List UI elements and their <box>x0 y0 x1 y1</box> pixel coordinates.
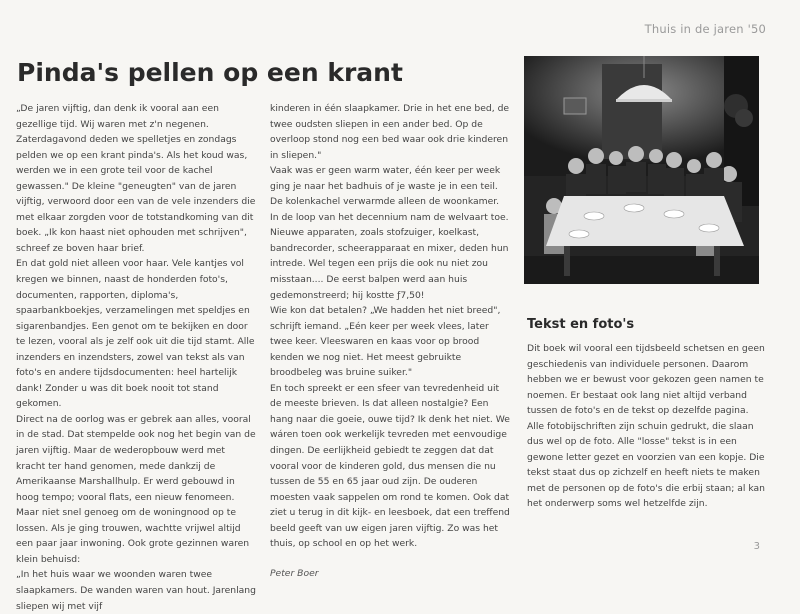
family-dinner-photo-illustration <box>524 56 759 284</box>
paragraph: Direct na de oorlog was er gebrek aan alles, vooral in de stad. Dat stempelde ook nog het begin van de jaren vijftig. Maar de wederopbouw werd met kracht ter hand genomen, mede dankzij de Amerikaanse Marshallhulp. Er werd gebouwd in hoog tempo; vooral flats, een nieuw fenomeen. Maar niet snel genoeg om de woningnood op te lossen. Als je ging trouwen, wachtte vrijwel altijd een paar jaar inwoning. Ook grote gezinnen waren klein behuisd: <box>16 413 256 565</box>
paragraph: Wie kon dat betalen? „We hadden het niet breed", schrijft iemand. „Eén keer per week vlees, later twee keer. Vleeswaren en kaas voor op brood kenden we nog niet. Het meest gebruikte broodbeleg was bruine suiker." <box>270 305 501 379</box>
paragraph: „In het huis waar we woonden waren twee slaapkamers. De wanden waren van hout. Jarenlang sliepen wij met vijf <box>16 569 256 612</box>
family-dinner-photo <box>524 56 759 284</box>
paragraph: kinderen in één slaapkamer. Drie in het ene bed, de twee oudsten sliepen in een ander bed. Op de overloop stond nog een bed waar ook drie kinderen in sliepen." <box>270 103 510 161</box>
page-number: 3 <box>753 541 760 552</box>
running-header: Thuis in de jaren '50 <box>644 22 766 36</box>
article-title: Pinda's pellen op een krant <box>17 58 403 87</box>
paragraph: En dat gold niet alleen voor haar. Vele kantjes vol kregen we binnen, naast de honderden foto's, documenten, rapporten, diploma's, spaarbankboekjes, verzamelingen met speldjes en sigarenbandjes. Een genot om te bekijken en door te lezen, vooral als je zelf ook uit die tijd stamt. Alle inzenders en inzendsters, zowel van tekst als van foto's en andere tijdsdocumenten: heel hartelijk dank! Zonder u was dit boek nooit tot stand gekomen. <box>16 258 255 410</box>
sidebar-body: Dit boek wil vooral een tijdsbeeld schetsen en geen geschiedenis van individuele personen. Daarom hebben we er bewust voor gekozen geen namen te noemen. Er bestaat ook lang niet altijd verband tussen de foto's en de tekst op dezelfde pagina. Alle fotobijschriften zijn schuin gedrukt, die slaan dus wel op de foto. Alle "losse" tekst is in een gewone letter gezet en voorzien van een kopje. Die tekst staat dus op zichzelf en heeft niets te maken met de personen op de foto's die erbij staan; al kan het onderwerp soms wel hetzelfde zijn. <box>527 343 765 510</box>
article-column-1 <box>16 101 256 614</box>
sidebar-title: Tekst en foto's <box>527 317 635 332</box>
paragraph: In de loop van het decennium nam de welvaart toe. Nieuwe apparaten, zoals stofzuiger, koelkast, bandrecorder, scheerapparaat en mixer, deden hun intrede. Wel tegen een prijs die ook nu niet zou misstaan.... De eerst balpen werd aan huis gedemonstreerd; hij kostte ƒ7,50! <box>270 211 509 301</box>
paragraph: „De jaren vijftig, dan denk ik vooral aan een gezellige tijd. Wij waren met z'n negenen. Zaterdagavond deden we spelletjes en zondags pelden we op een krant pinda's. Als het koud was, werden we in een grote teil voor de kachel gewassen." De kleine "geneugten" van de jaren vijftig, verwoord door een van de vele inzenders die met elkaar zorgden voor de totstandkoming van dit boek. „Ik kon haast niet ophouden met schrijven", schreef ze boven haar brief. <box>16 103 256 254</box>
author-signature: Peter Boer <box>270 567 319 579</box>
paragraph: Vaak was er geen warm water, één keer per week ging je naar het badhuis of je waste je in een teil. De kolenkachel verwarmde alleen de woonkamer. <box>270 165 501 208</box>
article-column-2 <box>270 101 510 581</box>
paragraph: En toch spreekt er een sfeer van tevredenheid uit de meeste brieven. Is dat alleen nostalgie? Een hang naar die goeie, ouwe tijd? Ik denk het niet. We wáren toen ook werkelijk tevreden met eenvoudige dingen. De eerlijkheid gebiedt te zeggen dat dat vooral voor de kinderen gold, dus mensen die nu tussen de 55 en 65 jaar oud zijn. De ouderen moesten vaak sappelen om rond te komen. Ook dat ziet u terug in dit kijk- en leesboek, dat een treffend beeld geeft van uw eigen jaren vijftig. Zo was het thuis, op school en op het werk. <box>270 382 510 550</box>
